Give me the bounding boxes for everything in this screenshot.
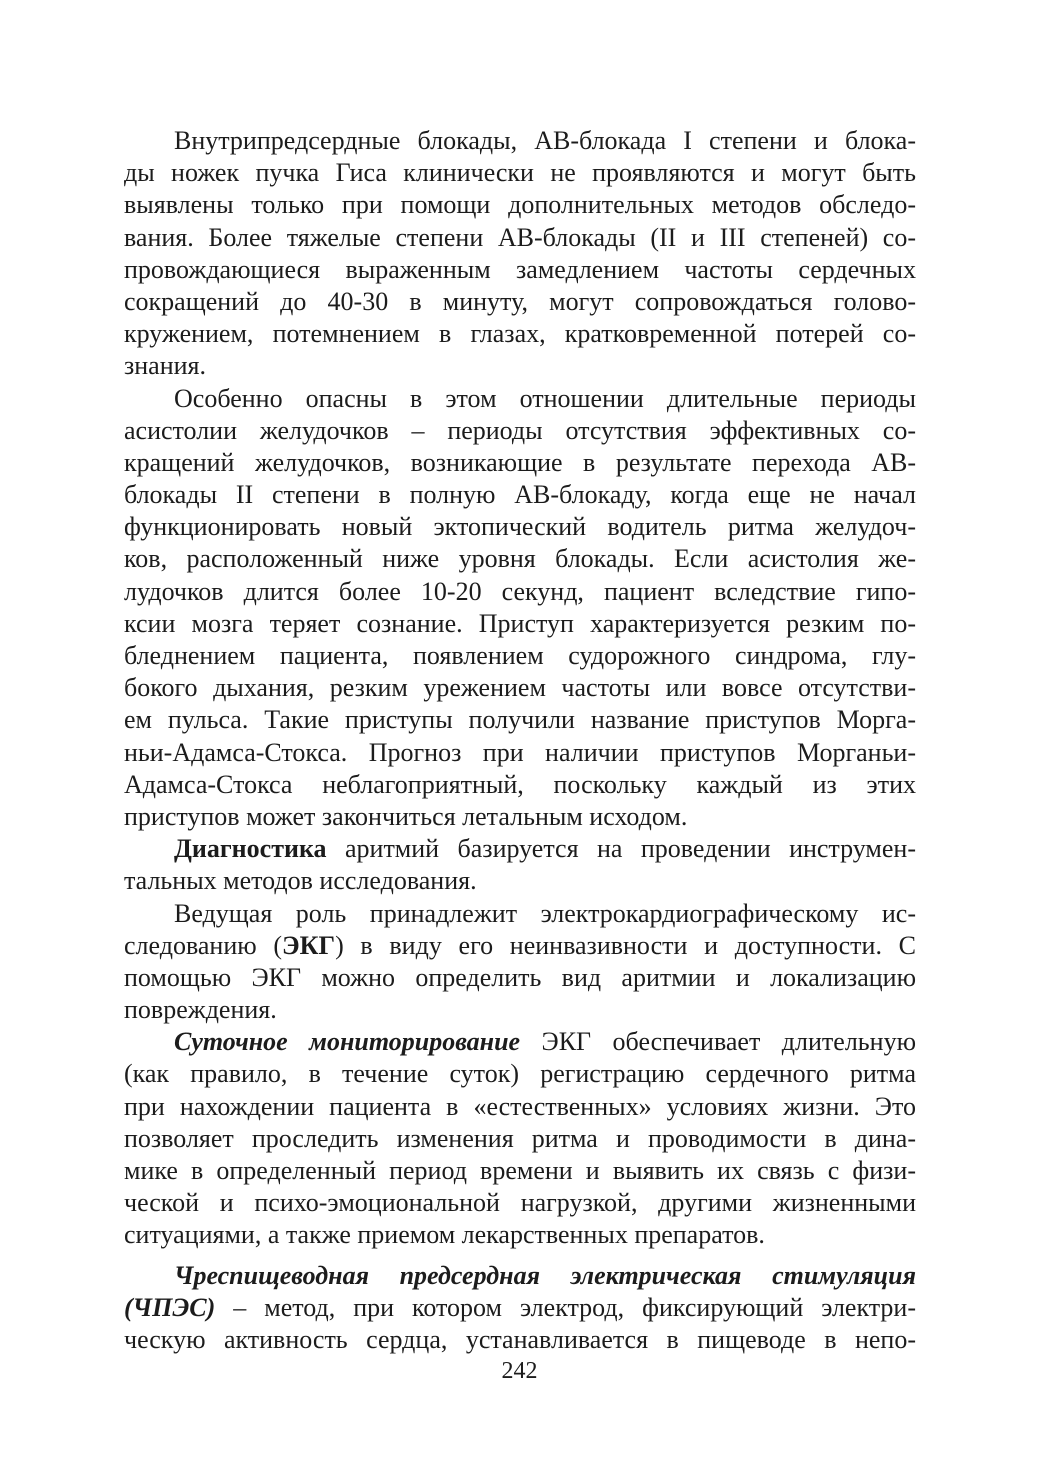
text-line: бокого дыхания, резким урежением частоты или вовсе отсутстви- xyxy=(124,673,916,703)
text-line: сокращений до 40-30 в минуту, могут сопровождаться голово- xyxy=(124,286,916,316)
text-line: функционировать новый эктопический водитель ритма желудоч- xyxy=(124,512,916,542)
text-line: бледнением пациента, появлением судорожного синдрома, глу- xyxy=(124,641,916,670)
text-line: выявлены только при помощи дополнительных методов обследо- xyxy=(124,190,916,220)
text-line: ксии мозга теряет сознание. Приступ характеризуется резким по- xyxy=(124,608,916,638)
text-line: ситуациями, а также приемом лекарственных препаратов. xyxy=(124,1220,765,1250)
text-line: провождающиеся выраженным замедлением частоты сердечных xyxy=(124,254,916,284)
text-run: ЭКГ обеспечивает длительную xyxy=(520,1027,916,1057)
text-line: при нахождении пациента в «естественных» условиях жизни. Это xyxy=(124,1091,916,1121)
text-line: помощью ЭКГ можно определить вид аритмии и локализацию xyxy=(124,962,916,992)
text-line: позволяет проследить изменения ритма и проводимости в дина- xyxy=(124,1123,916,1153)
text-run: ) в виду его неинвазивности и доступности. С xyxy=(335,930,916,960)
text-line xyxy=(124,1026,916,1058)
text-line: Адамса-Стокса неблагоприятный, поскольку каждый из этих xyxy=(124,769,916,799)
text-line: вания. Более тяжелые степени АВ-блокады (II и III степеней) со- xyxy=(124,222,916,252)
text-line xyxy=(124,1292,916,1324)
term-daily-monitoring: Суточное мониторирование xyxy=(174,1027,521,1057)
text-run: – метод, при котором электрод, фиксирующий электри- xyxy=(215,1292,916,1322)
text-line: Особенно опасны в этом отношении длительные периоды xyxy=(174,383,916,413)
text-run: аритмий базируется на проведении инструмен- xyxy=(326,834,916,864)
term-ecg: ЭКГ xyxy=(282,930,336,960)
term-tee-stimulation: Чреспищеводная предсердная электрическая стимуляция xyxy=(174,1260,916,1290)
text-line xyxy=(124,833,916,865)
page-number: 242 xyxy=(501,1358,538,1384)
text-line: приступов может закончиться летальным исходом. xyxy=(124,801,688,831)
text-line: повреждения. xyxy=(124,995,277,1025)
term-diagnostics: Диагностика xyxy=(174,834,327,864)
body-text xyxy=(124,125,916,1356)
term-tee-abbr: (ЧПЭС) xyxy=(124,1292,216,1322)
text-line: кращений желудочков, возникающие в результате перехода АВ- xyxy=(124,447,916,477)
text-line: асистолии желудочков – периоды отсутствия эффективных со- xyxy=(124,415,916,445)
text-line: блокады II степени в полную АВ-блокаду, когда еще не начал xyxy=(124,480,916,510)
text-line: ды ножек пучка Гиса клинически не проявляются и могут быть xyxy=(124,158,916,188)
text-line: (как правило, в течение суток) регистрацию сердечного ритма xyxy=(124,1059,916,1089)
text-line xyxy=(124,1260,916,1292)
text-line: лудочков длится более 10-20 секунд, пациент вследствие гипо- xyxy=(124,576,916,606)
text-line: ческой и психо-эмоциональной нагрузкой, другими жизненными xyxy=(124,1188,916,1218)
text-run: следованию ( xyxy=(124,930,283,960)
text-line: ков, расположенный ниже уровня блокады. Если асистолия же- xyxy=(124,544,916,574)
text-line: кружением, потемнением в глазах, кратковременной потерей со- xyxy=(124,319,916,349)
text-line: ньи-Адамса-Стокса. Прогноз при наличии приступов Морганьи- xyxy=(124,737,916,767)
text-line: ем пульса. Такие приступы получили название приступов Морга- xyxy=(124,705,916,735)
text-line xyxy=(124,930,916,962)
text-line: мике в определенный период времени и выявить их связь с физи- xyxy=(124,1156,916,1185)
text-line: Ведущая роль принадлежит электрокардиографическому ис- xyxy=(174,898,916,928)
text-line: ческую активность сердца, устанавливается в пищеводе в непо- xyxy=(124,1324,916,1354)
text-line: тальных методов исследования. xyxy=(124,866,477,896)
text-line: Внутрипредсердные блокады, АВ-блокада I степени и блока- xyxy=(174,126,916,155)
text-line: знания. xyxy=(124,351,207,381)
